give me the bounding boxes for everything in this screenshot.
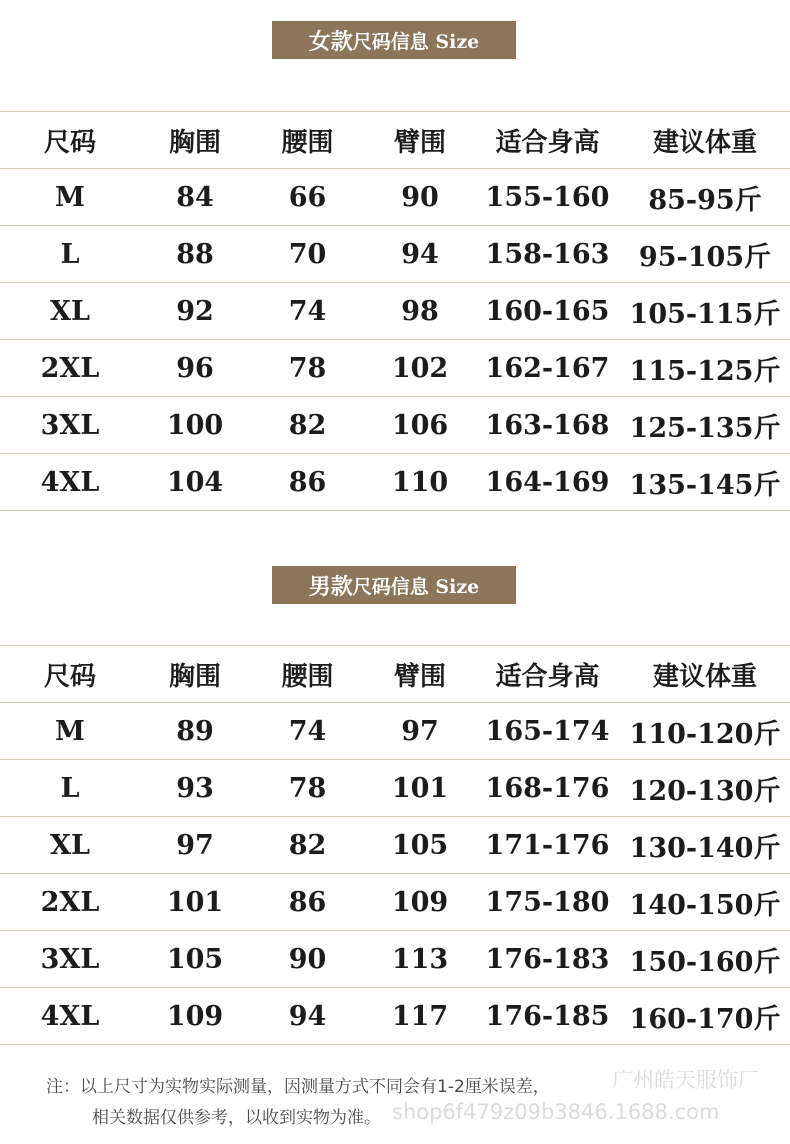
table-row xyxy=(0,340,790,397)
table-cell: 100 xyxy=(140,397,250,454)
column-header: 建议体重 xyxy=(620,646,790,703)
table-row xyxy=(0,226,790,283)
table-cell: 175-180 xyxy=(475,874,620,931)
table-cell: 94 xyxy=(250,988,365,1045)
table-cell: 105 xyxy=(365,817,475,874)
table-cell: 74 xyxy=(250,703,365,760)
table-cell: 135-145斤 xyxy=(620,454,790,511)
watermark-company: 广州皓天服饰厂 xyxy=(612,1068,759,1092)
column-header: 胸围 xyxy=(140,646,250,703)
table-cell: 98 xyxy=(365,283,475,340)
table-row xyxy=(0,988,790,1045)
header-row xyxy=(0,112,790,169)
women-title-rest: 尺码信息 Size xyxy=(352,30,480,53)
column-header: 尺码 xyxy=(0,646,140,703)
table-cell: 104 xyxy=(140,454,250,511)
table-cell: 150-160斤 xyxy=(620,931,790,988)
table-cell: 115-125斤 xyxy=(620,340,790,397)
table-cell: 113 xyxy=(365,931,475,988)
table-cell: 110 xyxy=(365,454,475,511)
table-row xyxy=(0,931,790,988)
table-row xyxy=(0,283,790,340)
table-cell: 109 xyxy=(365,874,475,931)
women-size-table xyxy=(0,111,790,511)
table-cell: 101 xyxy=(365,760,475,817)
table-cell: 110-120斤 xyxy=(620,703,790,760)
table-cell: 74 xyxy=(250,283,365,340)
table-cell: 89 xyxy=(140,703,250,760)
table-cell: 120-130斤 xyxy=(620,760,790,817)
column-header: 适合身高 xyxy=(475,112,620,169)
table-cell: 130-140斤 xyxy=(620,817,790,874)
table-cell: 82 xyxy=(250,817,365,874)
table-cell: 95-105斤 xyxy=(620,226,790,283)
table-cell: 92 xyxy=(140,283,250,340)
table-cell: 2XL xyxy=(0,340,140,397)
men-size-table xyxy=(0,645,790,1045)
table-cell: 162-167 xyxy=(475,340,620,397)
table-cell: 90 xyxy=(365,169,475,226)
table-cell: 78 xyxy=(250,340,365,397)
table-cell: 94 xyxy=(365,226,475,283)
watermark-url: shop6f479z09b3846.1688.com xyxy=(392,1100,720,1124)
table-cell: XL xyxy=(0,283,140,340)
table-cell: M xyxy=(0,703,140,760)
column-header: 腰围 xyxy=(250,646,365,703)
table-cell: L xyxy=(0,226,140,283)
table-cell: 155-160 xyxy=(475,169,620,226)
column-header: 臂围 xyxy=(365,112,475,169)
table-row xyxy=(0,817,790,874)
table-cell: 163-168 xyxy=(475,397,620,454)
table-row xyxy=(0,397,790,454)
table-row xyxy=(0,454,790,511)
table-cell: 117 xyxy=(365,988,475,1045)
table-cell: 158-163 xyxy=(475,226,620,283)
table-cell: 101 xyxy=(140,874,250,931)
table-cell: 176-183 xyxy=(475,931,620,988)
men-title-main: 男款 xyxy=(308,573,353,600)
column-header: 建议体重 xyxy=(620,112,790,169)
table-cell: 70 xyxy=(250,226,365,283)
table-row xyxy=(0,703,790,760)
table-cell: 2XL xyxy=(0,874,140,931)
men-size-title xyxy=(272,566,516,604)
column-header: 臂围 xyxy=(365,646,475,703)
table-cell: 168-176 xyxy=(475,760,620,817)
note-line-1: 注：以上尺寸为实物实际测量，因测量方式不同会有1-2厘米误差， xyxy=(46,1077,550,1097)
column-header: 胸围 xyxy=(140,112,250,169)
table-cell: 88 xyxy=(140,226,250,283)
table-cell: 85-95斤 xyxy=(620,169,790,226)
table-cell: 160-165 xyxy=(475,283,620,340)
table-cell: 106 xyxy=(365,397,475,454)
table-cell: L xyxy=(0,760,140,817)
table-cell: 84 xyxy=(140,169,250,226)
table-cell: 66 xyxy=(250,169,365,226)
column-header: 尺码 xyxy=(0,112,140,169)
table-cell: 82 xyxy=(250,397,365,454)
table-cell: 4XL xyxy=(0,988,140,1045)
table-cell: 3XL xyxy=(0,931,140,988)
women-title-main: 女款 xyxy=(308,28,353,55)
table-cell: 97 xyxy=(140,817,250,874)
table-cell: 78 xyxy=(250,760,365,817)
table-cell: 125-135斤 xyxy=(620,397,790,454)
table-row xyxy=(0,169,790,226)
table-cell: 93 xyxy=(140,760,250,817)
table-cell: 102 xyxy=(365,340,475,397)
table-cell: 4XL xyxy=(0,454,140,511)
table-cell: XL xyxy=(0,817,140,874)
table-cell: 164-169 xyxy=(475,454,620,511)
table-cell: 176-185 xyxy=(475,988,620,1045)
table-cell: 105-115斤 xyxy=(620,283,790,340)
table-cell: 109 xyxy=(140,988,250,1045)
table-cell: 171-176 xyxy=(475,817,620,874)
table-cell: 86 xyxy=(250,454,365,511)
table-cell: M xyxy=(0,169,140,226)
table-row xyxy=(0,874,790,931)
men-title-rest: 尺码信息 Size xyxy=(352,575,480,598)
table-cell: 86 xyxy=(250,874,365,931)
table-cell: 160-170斤 xyxy=(620,988,790,1045)
table-row xyxy=(0,760,790,817)
women-size-title xyxy=(272,21,516,59)
note-line-2: 相关数据仅供参考，以收到实物为准。 xyxy=(92,1108,381,1128)
table-cell: 3XL xyxy=(0,397,140,454)
header-row xyxy=(0,646,790,703)
table-cell: 97 xyxy=(365,703,475,760)
table-cell: 90 xyxy=(250,931,365,988)
table-cell: 165-174 xyxy=(475,703,620,760)
column-header: 腰围 xyxy=(250,112,365,169)
table-cell: 96 xyxy=(140,340,250,397)
column-header: 适合身高 xyxy=(475,646,620,703)
table-cell: 140-150斤 xyxy=(620,874,790,931)
table-cell: 105 xyxy=(140,931,250,988)
